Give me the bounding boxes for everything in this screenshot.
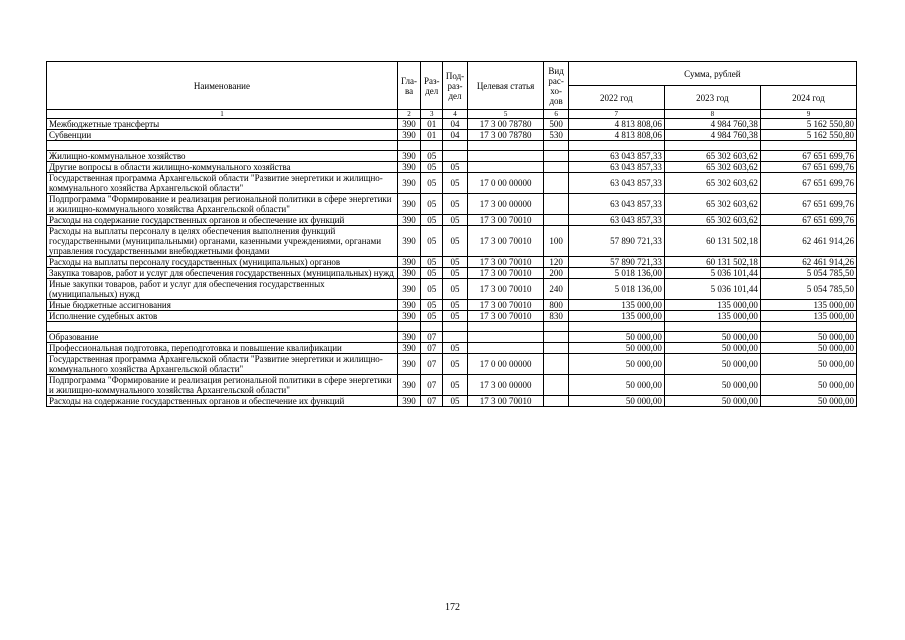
row-target-cell: 17 0 00 00000 <box>467 173 544 194</box>
row-sum-2023-cell: 50 000,00 <box>664 332 760 343</box>
table-row <box>47 130 857 141</box>
row-sum-2024-cell: 5 162 550,80 <box>760 119 856 130</box>
header-razdel: Раз-дел <box>421 62 443 110</box>
column-number: 9 <box>760 110 856 119</box>
row-sum-2024-cell: 5 054 785,50 <box>760 279 856 300</box>
row-sum-2024-cell: 67 651 699,76 <box>760 173 856 194</box>
row-target-cell: 17 3 00 00000 <box>467 375 544 396</box>
table-header <box>47 62 857 119</box>
empty-cell <box>760 141 856 151</box>
row-sum-2022-cell: 63 043 857,33 <box>568 162 664 173</box>
row-razdel-cell: 05 <box>421 311 443 322</box>
row-name-cell: Расходы на содержание государственных органов и обеспечение их функций <box>47 396 398 407</box>
row-vid-cell <box>544 375 568 396</box>
row-target-cell <box>467 343 544 354</box>
column-number: 1 <box>47 110 398 119</box>
row-target-cell: 17 3 00 78780 <box>467 130 544 141</box>
row-sum-2023-cell: 135 000,00 <box>664 311 760 322</box>
row-sum-2023-cell: 60 131 502,18 <box>664 257 760 268</box>
row-name-cell: Расходы на выплаты персоналу в целях обеспечения выполнения функций государственными (муниципальными) органами, казенными учреждениями, органами управления государственными внебюджетными фондами <box>47 226 398 257</box>
row-glava-cell: 390 <box>397 354 420 375</box>
header-target: Целевая статья <box>467 62 544 110</box>
table-spacer-row <box>47 322 857 332</box>
row-razdel-cell: 01 <box>421 130 443 141</box>
row-target-cell: 17 3 00 70010 <box>467 268 544 279</box>
row-sum-2023-cell: 65 302 603,62 <box>664 194 760 215</box>
row-glava-cell: 390 <box>397 162 420 173</box>
row-podrazdel-cell <box>443 151 467 162</box>
row-sum-2022-cell: 63 043 857,33 <box>568 194 664 215</box>
row-razdel-cell: 07 <box>421 354 443 375</box>
table-row <box>47 343 857 354</box>
row-podrazdel-cell: 05 <box>443 226 467 257</box>
row-sum-2022-cell: 50 000,00 <box>568 343 664 354</box>
row-sum-2024-cell: 50 000,00 <box>760 396 856 407</box>
row-target-cell: 17 3 00 70010 <box>467 396 544 407</box>
header-name: Наименование <box>47 62 398 110</box>
row-sum-2024-cell: 50 000,00 <box>760 375 856 396</box>
row-vid-cell: 530 <box>544 130 568 141</box>
row-sum-2023-cell: 4 984 760,38 <box>664 119 760 130</box>
row-sum-2022-cell: 57 890 721,33 <box>568 257 664 268</box>
row-sum-2023-cell: 65 302 603,62 <box>664 173 760 194</box>
row-podrazdel-cell: 05 <box>443 173 467 194</box>
table-row <box>47 194 857 215</box>
row-sum-2023-cell: 65 302 603,62 <box>664 162 760 173</box>
column-number-row <box>47 110 857 119</box>
row-name-cell: Исполнение судебных актов <box>47 311 398 322</box>
table-row <box>47 375 857 396</box>
row-podrazdel-cell: 04 <box>443 130 467 141</box>
row-glava-cell: 390 <box>397 343 420 354</box>
row-podrazdel-cell: 05 <box>443 375 467 396</box>
table-body <box>47 119 857 407</box>
row-target-cell: 17 3 00 70010 <box>467 215 544 226</box>
row-target-cell: 17 3 00 70010 <box>467 257 544 268</box>
row-target-cell: 17 3 00 00000 <box>467 194 544 215</box>
table-row <box>47 268 857 279</box>
row-glava-cell: 390 <box>397 119 420 130</box>
row-podrazdel-cell: 05 <box>443 268 467 279</box>
row-sum-2022-cell: 50 000,00 <box>568 375 664 396</box>
row-razdel-cell: 07 <box>421 396 443 407</box>
empty-cell <box>760 322 856 332</box>
row-podrazdel-cell <box>443 332 467 343</box>
table-row <box>47 300 857 311</box>
empty-cell <box>467 141 544 151</box>
row-razdel-cell: 05 <box>421 279 443 300</box>
row-sum-2022-cell: 135 000,00 <box>568 300 664 311</box>
row-razdel-cell: 05 <box>421 300 443 311</box>
row-glava-cell: 390 <box>397 279 420 300</box>
row-razdel-cell: 05 <box>421 194 443 215</box>
header-vid: Вид рас-хо-дов <box>544 62 568 110</box>
row-sum-2023-cell: 135 000,00 <box>664 300 760 311</box>
row-name-cell: Иные закупки товаров, работ и услуг для обеспечения государственных (муниципальных) нужд <box>47 279 398 300</box>
row-name-cell: Расходы на выплаты персоналу государственных (муниципальных) органов <box>47 257 398 268</box>
row-vid-cell <box>544 354 568 375</box>
row-sum-2023-cell: 5 036 101,44 <box>664 268 760 279</box>
header-year-2023: 2023 год <box>664 86 760 110</box>
table-row <box>47 332 857 343</box>
row-podrazdel-cell: 05 <box>443 396 467 407</box>
header-year-2022: 2022 год <box>568 86 664 110</box>
budget-table <box>46 61 857 407</box>
row-sum-2023-cell: 50 000,00 <box>664 375 760 396</box>
row-razdel-cell: 05 <box>421 257 443 268</box>
row-glava-cell: 390 <box>397 173 420 194</box>
row-glava-cell: 390 <box>397 396 420 407</box>
row-target-cell: 17 3 00 70010 <box>467 300 544 311</box>
row-podrazdel-cell: 05 <box>443 354 467 375</box>
row-glava-cell: 390 <box>397 194 420 215</box>
row-target-cell <box>467 332 544 343</box>
row-sum-2022-cell: 63 043 857,33 <box>568 173 664 194</box>
row-vid-cell <box>544 215 568 226</box>
row-target-cell <box>467 151 544 162</box>
row-podrazdel-cell: 05 <box>443 343 467 354</box>
row-razdel-cell: 07 <box>421 375 443 396</box>
row-sum-2024-cell: 50 000,00 <box>760 343 856 354</box>
row-podrazdel-cell: 05 <box>443 257 467 268</box>
row-razdel-cell: 05 <box>421 151 443 162</box>
row-name-cell: Другие вопросы в области жилищно-коммунального хозяйства <box>47 162 398 173</box>
row-target-cell: 17 3 00 78780 <box>467 119 544 130</box>
table-row <box>47 151 857 162</box>
column-number: 4 <box>443 110 467 119</box>
row-vid-cell: 240 <box>544 279 568 300</box>
column-number: 5 <box>467 110 544 119</box>
row-razdel-cell: 05 <box>421 268 443 279</box>
row-glava-cell: 390 <box>397 268 420 279</box>
empty-cell <box>421 141 443 151</box>
row-vid-cell: 200 <box>544 268 568 279</box>
row-sum-2024-cell: 67 651 699,76 <box>760 151 856 162</box>
row-sum-2023-cell: 50 000,00 <box>664 343 760 354</box>
row-name-cell: Государственная программа Архангельской области "Развитие энергетики и жилищно-коммунального хозяйства Архангельской области" <box>47 173 398 194</box>
row-sum-2022-cell: 5 018 136,00 <box>568 279 664 300</box>
row-sum-2024-cell: 5 162 550,80 <box>760 130 856 141</box>
row-name-cell: Иные бюджетные ассигнования <box>47 300 398 311</box>
row-name-cell: Субвенции <box>47 130 398 141</box>
row-vid-cell: 120 <box>544 257 568 268</box>
table-row <box>47 396 857 407</box>
row-vid-cell <box>544 332 568 343</box>
row-razdel-cell: 07 <box>421 343 443 354</box>
row-glava-cell: 390 <box>397 226 420 257</box>
header-sum: Сумма, рублей <box>568 62 856 86</box>
row-target-cell: 17 0 00 00000 <box>467 354 544 375</box>
row-glava-cell: 390 <box>397 375 420 396</box>
row-sum-2022-cell: 4 813 808,06 <box>568 119 664 130</box>
row-glava-cell: 390 <box>397 311 420 322</box>
row-sum-2022-cell: 50 000,00 <box>568 332 664 343</box>
row-vid-cell <box>544 396 568 407</box>
row-sum-2023-cell: 5 036 101,44 <box>664 279 760 300</box>
row-sum-2024-cell: 50 000,00 <box>760 332 856 343</box>
table-row <box>47 354 857 375</box>
row-glava-cell: 390 <box>397 151 420 162</box>
row-sum-2024-cell: 135 000,00 <box>760 311 856 322</box>
row-podrazdel-cell: 05 <box>443 215 467 226</box>
empty-cell <box>568 322 664 332</box>
row-vid-cell <box>544 162 568 173</box>
row-name-cell: Государственная программа Архангельской области "Развитие энергетики и жилищно-коммунального хозяйства Архангельской области" <box>47 354 398 375</box>
header-year-2024: 2024 год <box>760 86 856 110</box>
row-podrazdel-cell: 04 <box>443 119 467 130</box>
empty-cell <box>47 141 398 151</box>
table-row <box>47 173 857 194</box>
row-target-cell: 17 3 00 70010 <box>467 311 544 322</box>
column-number: 6 <box>544 110 568 119</box>
row-vid-cell <box>544 343 568 354</box>
row-sum-2024-cell: 67 651 699,76 <box>760 162 856 173</box>
row-glava-cell: 390 <box>397 300 420 311</box>
row-razdel-cell: 05 <box>421 173 443 194</box>
row-sum-2023-cell: 4 984 760,38 <box>664 130 760 141</box>
empty-cell <box>544 322 568 332</box>
page-number: 172 <box>445 602 460 613</box>
column-number: 2 <box>397 110 420 119</box>
empty-cell <box>664 322 760 332</box>
empty-cell <box>467 322 544 332</box>
table-row <box>47 311 857 322</box>
header-podrazdel: Под-раз-дел <box>443 62 467 110</box>
row-glava-cell: 390 <box>397 332 420 343</box>
header-glava: Гла-ва <box>397 62 420 110</box>
column-number: 7 <box>568 110 664 119</box>
table-row <box>47 279 857 300</box>
row-glava-cell: 390 <box>397 130 420 141</box>
row-podrazdel-cell: 05 <box>443 162 467 173</box>
row-target-cell: 17 3 00 70010 <box>467 226 544 257</box>
row-sum-2022-cell: 50 000,00 <box>568 396 664 407</box>
row-target-cell <box>467 162 544 173</box>
row-razdel-cell: 05 <box>421 226 443 257</box>
row-sum-2023-cell: 65 302 603,62 <box>664 151 760 162</box>
table-row <box>47 119 857 130</box>
row-sum-2024-cell: 67 651 699,76 <box>760 194 856 215</box>
row-vid-cell <box>544 151 568 162</box>
row-name-cell: Расходы на содержание государственных органов и обеспечение их функций <box>47 215 398 226</box>
row-name-cell: Образование <box>47 332 398 343</box>
row-vid-cell <box>544 173 568 194</box>
row-podrazdel-cell: 05 <box>443 311 467 322</box>
table-spacer-row <box>47 141 857 151</box>
row-sum-2024-cell: 50 000,00 <box>760 354 856 375</box>
row-vid-cell: 500 <box>544 119 568 130</box>
empty-cell <box>568 141 664 151</box>
row-vid-cell: 800 <box>544 300 568 311</box>
table-row <box>47 215 857 226</box>
empty-cell <box>397 322 420 332</box>
row-sum-2023-cell: 65 302 603,62 <box>664 215 760 226</box>
column-number: 8 <box>664 110 760 119</box>
row-podrazdel-cell: 05 <box>443 194 467 215</box>
table-row <box>47 257 857 268</box>
row-razdel-cell: 01 <box>421 119 443 130</box>
table-row <box>47 226 857 257</box>
row-glava-cell: 390 <box>397 215 420 226</box>
row-sum-2024-cell: 5 054 785,50 <box>760 268 856 279</box>
row-sum-2023-cell: 60 131 502,18 <box>664 226 760 257</box>
row-razdel-cell: 05 <box>421 215 443 226</box>
row-razdel-cell: 07 <box>421 332 443 343</box>
row-name-cell: Подпрограмма "Формирование и реализация региональной политики в сфере энергетики и жилищно-коммунального хозяйства Архангельской области" <box>47 194 398 215</box>
row-name-cell: Подпрограмма "Формирование и реализация региональной политики в сфере энергетики и жилищно-коммунального хозяйства Архангельской области" <box>47 375 398 396</box>
row-vid-cell <box>544 194 568 215</box>
row-target-cell: 17 3 00 70010 <box>467 279 544 300</box>
table-row <box>47 162 857 173</box>
empty-cell <box>443 141 467 151</box>
row-sum-2022-cell: 4 813 808,06 <box>568 130 664 141</box>
row-razdel-cell: 05 <box>421 162 443 173</box>
row-sum-2022-cell: 135 000,00 <box>568 311 664 322</box>
row-glava-cell: 390 <box>397 257 420 268</box>
row-name-cell: Профессиональная подготовка, переподготовка и повышение квалификации <box>47 343 398 354</box>
row-sum-2023-cell: 50 000,00 <box>664 396 760 407</box>
empty-cell <box>544 141 568 151</box>
row-sum-2024-cell: 62 461 914,26 <box>760 226 856 257</box>
empty-cell <box>397 141 420 151</box>
row-sum-2022-cell: 5 018 136,00 <box>568 268 664 279</box>
row-vid-cell: 830 <box>544 311 568 322</box>
row-podrazdel-cell: 05 <box>443 300 467 311</box>
row-name-cell: Межбюджетные трансферты <box>47 119 398 130</box>
empty-cell <box>443 322 467 332</box>
row-vid-cell: 100 <box>544 226 568 257</box>
row-name-cell: Жилищно-коммунальное хозяйство <box>47 151 398 162</box>
empty-cell <box>47 322 398 332</box>
empty-cell <box>664 141 760 151</box>
row-podrazdel-cell: 05 <box>443 279 467 300</box>
row-sum-2024-cell: 135 000,00 <box>760 300 856 311</box>
row-sum-2022-cell: 63 043 857,33 <box>568 151 664 162</box>
column-number: 3 <box>421 110 443 119</box>
empty-cell <box>421 322 443 332</box>
row-sum-2023-cell: 50 000,00 <box>664 354 760 375</box>
row-sum-2022-cell: 63 043 857,33 <box>568 215 664 226</box>
row-sum-2022-cell: 50 000,00 <box>568 354 664 375</box>
row-name-cell: Закупка товаров, работ и услуг для обеспечения государственных (муниципальных) нужд <box>47 268 398 279</box>
row-sum-2024-cell: 62 461 914,26 <box>760 257 856 268</box>
row-sum-2022-cell: 57 890 721,33 <box>568 226 664 257</box>
row-sum-2024-cell: 67 651 699,76 <box>760 215 856 226</box>
